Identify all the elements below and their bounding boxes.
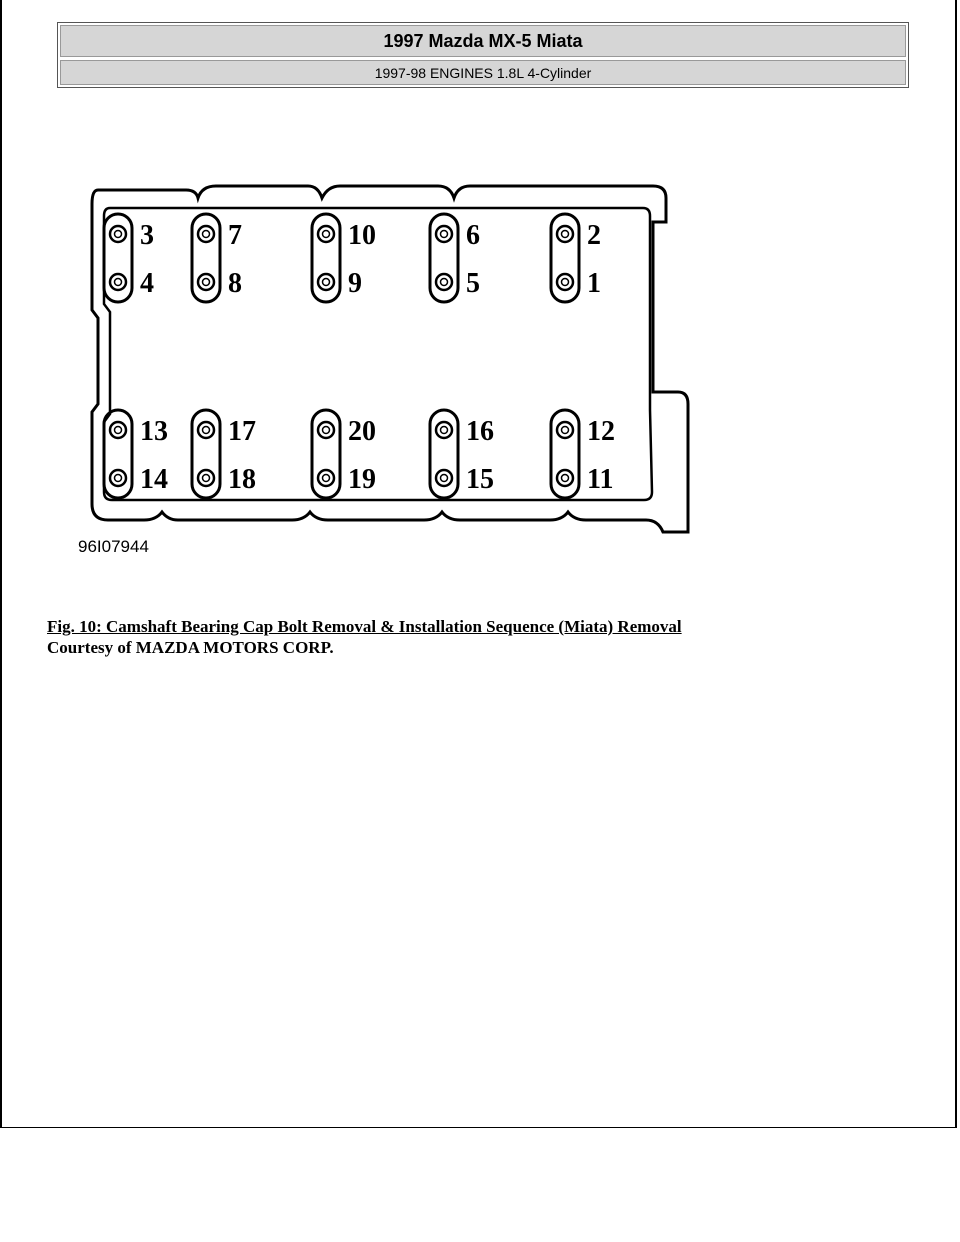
bolt-head bbox=[198, 470, 214, 486]
bolt-sequence-number: 6 bbox=[466, 220, 480, 251]
head-outline-inner bbox=[104, 208, 652, 500]
bolt-sequence-number: 4 bbox=[140, 268, 154, 299]
bolt-sequence-number: 8 bbox=[228, 268, 242, 299]
bolt-sequence-number: 9 bbox=[348, 268, 362, 299]
bolt-head bbox=[110, 226, 126, 242]
bolt-sequence-number: 15 bbox=[466, 464, 494, 495]
bolt-head bbox=[557, 422, 573, 438]
figure-caption bbox=[47, 616, 827, 658]
caption-credit: Courtesy of MAZDA MOTORS CORP. bbox=[47, 638, 334, 657]
bolt-sequence-number: 19 bbox=[348, 464, 376, 495]
bolt-sequence-number: 17 bbox=[228, 416, 256, 447]
bolt-head bbox=[436, 422, 452, 438]
bolt-head bbox=[110, 470, 126, 486]
bolt-sequence-number: 7 bbox=[228, 220, 242, 251]
header-subtitle: 1997-98 ENGINES 1.8L 4-Cylinder bbox=[60, 60, 906, 85]
bolt-head bbox=[318, 226, 334, 242]
bolt-sequence-number: 16 bbox=[466, 416, 494, 447]
page-frame-right bbox=[955, 0, 957, 1128]
bolt-sequence-number: 13 bbox=[140, 416, 168, 447]
caption-title: Fig. 10: Camshaft Bearing Cap Bolt Removal & Installation Sequence (Miata) Removal bbox=[47, 617, 682, 636]
bolt-sequence-number: 14 bbox=[140, 464, 168, 495]
bolt-head bbox=[198, 226, 214, 242]
bolt-head bbox=[557, 470, 573, 486]
bolt-head bbox=[436, 470, 452, 486]
bolt-head bbox=[557, 226, 573, 242]
bolt-head bbox=[318, 274, 334, 290]
bolt-sequence-number: 1 bbox=[587, 268, 601, 299]
bolt-sequence-number: 5 bbox=[466, 268, 480, 299]
page-frame-left bbox=[0, 0, 2, 1128]
bolt-head bbox=[318, 422, 334, 438]
bolt-sequence-number: 18 bbox=[228, 464, 256, 495]
header-title: 1997 Mazda MX-5 Miata bbox=[60, 25, 906, 57]
figure-code: 96I07944 bbox=[78, 537, 149, 556]
bolt-head bbox=[436, 226, 452, 242]
bolt-sequence-diagram bbox=[78, 182, 698, 562]
bolt-head bbox=[110, 274, 126, 290]
bolt-sequence-number: 3 bbox=[140, 220, 154, 251]
bolt-sequence-number: 10 bbox=[348, 220, 376, 251]
bolt-head bbox=[557, 274, 573, 290]
bolt-head bbox=[318, 470, 334, 486]
page-frame-bottom bbox=[0, 1127, 957, 1128]
bolt-sequence-number: 2 bbox=[587, 220, 601, 251]
bolt-head bbox=[436, 274, 452, 290]
bolt-sequence-number: 20 bbox=[348, 416, 376, 447]
bolt-sequence-number: 12 bbox=[587, 416, 615, 447]
bolt-head bbox=[110, 422, 126, 438]
bolt-head bbox=[198, 274, 214, 290]
bolt-caps bbox=[104, 214, 615, 498]
bolt-sequence-number: 11 bbox=[587, 464, 614, 495]
document-header bbox=[57, 22, 909, 88]
bolt-head bbox=[198, 422, 214, 438]
